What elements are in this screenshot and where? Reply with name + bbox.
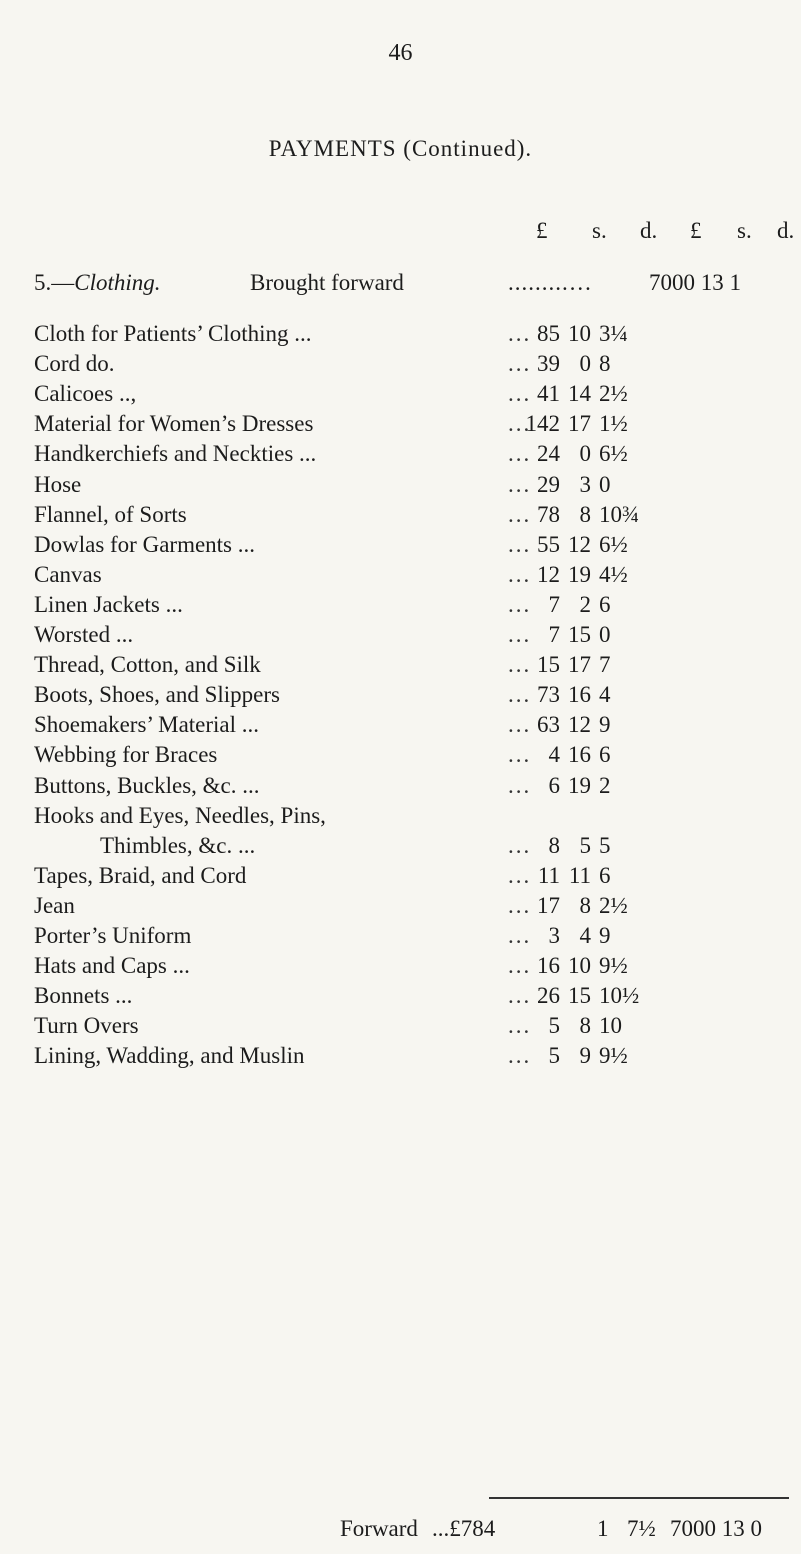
amount-pounds: 24 [537,441,560,467]
leader-dots: ... [508,1043,532,1069]
brought-forward-label: Brought forward [250,270,404,295]
item-label: Buttons, Buckles, &c. ... [34,772,260,798]
amount-pence: 5 [599,832,611,858]
amount-shillings: 9 [579,1043,591,1069]
forward-label: Forward [340,1516,418,1541]
amount-pounds: 142 [525,411,560,437]
item-label: Handkerchiefs and Neckties ... [34,441,317,467]
amount-pence: 6 [599,862,611,888]
leader-dots: ... [508,682,532,708]
amount-shillings: 15 [568,983,591,1009]
amount-shillings: 10 [568,953,591,979]
amount-pounds: 16 [537,953,560,979]
leader-dots: ... [508,381,532,407]
table-row [34,562,794,592]
amount-shillings: 2 [579,591,591,617]
table-row [34,712,794,742]
table-row [34,592,794,622]
amount-pounds: 63 [537,712,560,738]
table-row [34,682,794,712]
amount-shillings: 8 [579,501,591,527]
item-label: Turn Overs [34,1013,139,1039]
amount-pounds: 5 [548,1013,560,1039]
col-head-pounds-total: £ [690,218,702,243]
leader-dots: ... [508,561,532,587]
table-row [34,351,794,381]
amount-pence: 6 [599,742,611,768]
leader-dots: ... [508,591,532,617]
leader-dots: ... [508,411,532,437]
item-label: Hats and Caps ... [34,953,190,979]
leader-dots: ... [508,622,532,647]
amount-shillings: 16 [568,742,591,768]
amount-pounds: 11 [537,862,560,888]
amount-shillings: 8 [579,1013,591,1039]
amount-pounds: 26 [537,983,560,1009]
section-title: Clothing. [74,270,161,295]
forward-carried: 7000 13 0 [670,1516,762,1541]
table-row [34,803,794,833]
leader-dots: ... [508,862,532,888]
table-row [34,742,794,772]
amount-pounds: 78 [537,501,560,527]
amount-pounds: 73 [537,682,560,708]
leader-dots: ... [508,742,532,768]
item-label: Lining, Wadding, and Muslin [34,1043,305,1069]
table-row [34,532,794,562]
amount-pence: 9½ [599,953,628,979]
item-label: Shoemakers’ Material ... [34,712,260,738]
item-label: Calicoes .., [34,381,137,407]
amount-pounds: 7 [548,591,560,617]
amount-pence: 3¼ [599,321,628,346]
amount-shillings: 11 [568,862,591,888]
table-row [34,863,794,893]
leader-dots: ... [508,892,532,918]
amount-pounds: 6 [548,772,560,798]
amount-pence: 9 [599,712,611,738]
table-row [34,321,794,351]
leader-dots: ... [508,1013,532,1039]
leader-dots: ... [508,712,532,738]
item-label: Thimbles, &c. ... [100,832,256,858]
item-label: Porter’s Uniform [34,923,192,948]
leader-dots: ... [508,953,532,979]
amount-shillings: 12 [568,531,591,557]
table-row [34,773,794,803]
leader-dots: ... [508,441,532,467]
amount-pence: 10 [599,1013,622,1039]
table-row [34,953,794,983]
table-row [34,381,794,411]
col-head-pounds: £ [536,218,548,243]
section-label: 5.—Clothing. [34,270,161,295]
item-label: Material for Women’s Dresses [34,411,314,437]
amount-pence: 10¾ [599,501,640,527]
amount-pounds: 8 [548,832,560,858]
amount-pence: 9 [599,923,611,948]
forward-pence: 7½ [627,1516,656,1541]
item-label: Cord do. [34,351,115,377]
amount-pounds: 85 [537,321,560,346]
page-heading: PAYMENTS (Continued). [268,136,533,161]
section-brought-forward [34,270,794,300]
leader-dots: ... [508,923,532,948]
forward-shillings: 1 [597,1516,609,1541]
amount-shillings: 17 [568,411,591,437]
item-label: Hooks and Eyes, Needles, Pins, [34,802,326,828]
amount-shillings: 16 [568,682,591,708]
amount-pounds: 55 [537,531,560,557]
leader-dots: ... [508,501,532,527]
amount-pounds: 39 [537,351,560,377]
item-label: Linen Jackets ... [34,591,183,617]
amount-pence: 6½ [599,531,628,557]
amount-pence: 9½ [599,1043,628,1069]
item-label: Cloth for Patients’ Clothing ... [34,321,312,346]
table-row [34,923,794,953]
table-row [34,411,794,441]
amount-pence: 7 [599,652,611,678]
brought-forward-amount: 7000 13 1 [649,270,741,295]
item-label: Dowlas for Garments ... [34,531,256,557]
col-head-shillings: s. [592,218,607,243]
leader-dots: ... [508,351,532,377]
amount-pence: 0 [599,471,611,497]
table-row [34,893,794,923]
leader-dots: .........… [508,270,593,295]
leader-dots: ... [508,471,532,497]
amount-shillings: 15 [568,622,591,647]
amount-pounds: 29 [537,471,560,497]
amount-pence: 8 [599,351,611,377]
amount-pounds: 17 [537,892,560,918]
table-row [34,472,794,502]
amount-shillings: 10 [568,321,591,346]
item-label: Hose [34,471,82,497]
leader-dots: ... [508,772,532,798]
table-row [34,622,794,652]
amount-pounds: 4 [548,742,560,768]
amount-pence: 6 [599,591,611,617]
amount-pounds: 3 [548,923,560,948]
col-head-pence: d. [640,218,658,243]
amount-pence: 4 [599,682,611,708]
forward-total: ...£784 [432,1516,496,1541]
amount-shillings: 0 [579,441,591,467]
amount-pence: 0 [599,622,611,647]
item-label: Canvas [34,561,102,587]
leader-dots: ... [508,983,532,1009]
amount-pence: 10½ [599,983,640,1009]
amount-shillings: 19 [568,561,591,587]
amount-shillings: 19 [568,772,591,798]
amount-pounds: 41 [537,381,560,407]
table-row [34,983,794,1013]
item-label: Boots, Shoes, and Slippers [34,682,280,708]
amount-pence: 6½ [599,441,628,467]
item-label: Flannel, of Sorts [34,501,187,527]
table-row [34,441,794,471]
leader-dots: ... [508,832,532,858]
item-label: Tapes, Braid, and Cord [34,862,247,888]
amount-pounds: 15 [537,652,560,678]
amount-pence: 2½ [599,381,628,407]
col-head-pence-total: d. [777,218,795,243]
item-label: Worsted ... [34,622,134,647]
amount-pounds: 7 [548,622,560,647]
amount-shillings: 14 [568,381,591,407]
amount-shillings: 4 [579,923,591,948]
amount-pounds: 5 [548,1043,560,1069]
amount-shillings: 12 [568,712,591,738]
amount-shillings: 8 [579,892,591,918]
total-rule [489,1497,789,1499]
col-head-shillings-total: s. [737,218,752,243]
leader-dots: ... [508,531,532,557]
leader-dots: ... [508,652,532,678]
table-row [34,1013,794,1043]
amount-pence: 2 [599,772,611,798]
table-row [34,502,794,532]
amount-shillings: 3 [579,471,591,497]
table-row [34,652,794,682]
table-row [34,833,794,863]
amount-pence: 2½ [599,892,628,918]
item-label: Webbing for Braces [34,742,218,768]
page-number: 46 [388,40,413,66]
table-row [34,1043,794,1073]
amount-shillings: 0 [579,351,591,377]
amount-pounds: 12 [537,561,560,587]
item-label: Thread, Cotton, and Silk [34,652,261,678]
amount-pence: 4½ [599,561,628,587]
amount-shillings: 17 [568,652,591,678]
leader-dots: ... [508,321,532,346]
amount-shillings: 5 [579,832,591,858]
amount-pence: 1½ [599,411,628,437]
item-label: Bonnets ... [34,983,133,1009]
item-label: Jean [34,892,75,918]
